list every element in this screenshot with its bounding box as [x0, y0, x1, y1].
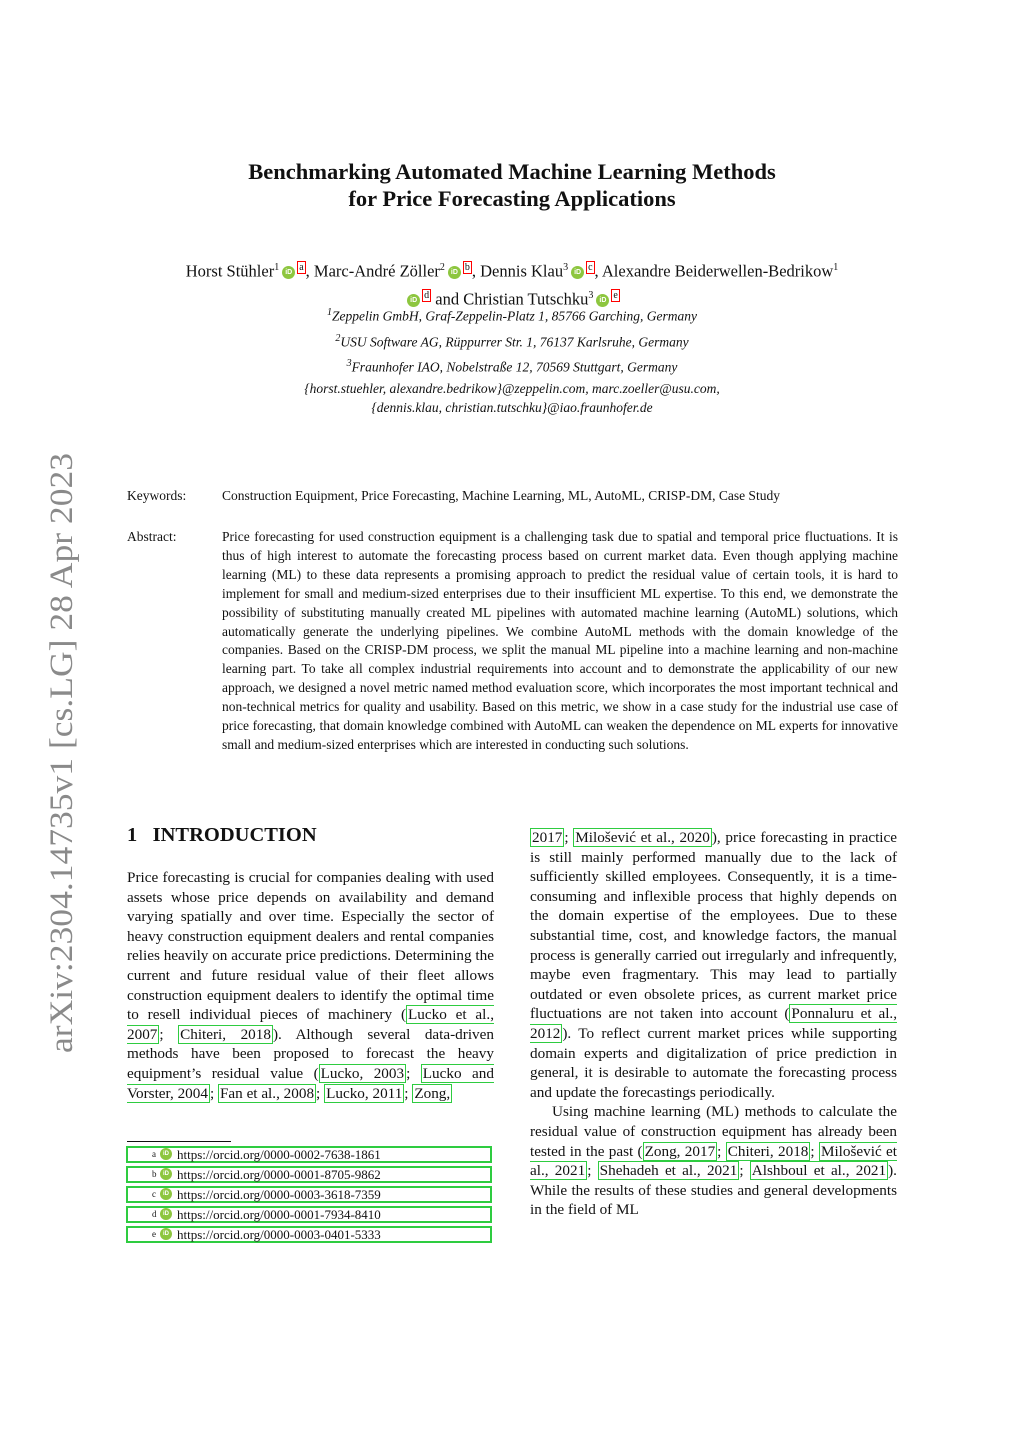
- footnote-orcid-link[interactable]: d iD https://orcid.org/0000-0001-7934-8410: [126, 1206, 492, 1223]
- footnote-orcid-link[interactable]: c iD https://orcid.org/0000-0003-3618-7359: [126, 1186, 492, 1203]
- left-column: [127, 868, 494, 1103]
- citation-link[interactable]: Alshboul et al., 2021: [751, 1162, 887, 1180]
- abstract-label: Abstract:: [127, 529, 177, 544]
- section-heading: 1 INTRODUCTION: [127, 824, 317, 846]
- footnote-rule: [127, 1141, 231, 1142]
- citation-link[interactable]: Zong, 2017: [644, 1142, 716, 1160]
- affiliation-mark: 1: [274, 262, 280, 273]
- orcid-icon: iD: [160, 1168, 172, 1180]
- orcid-icon[interactable]: iD: [407, 294, 420, 307]
- orcid-icon: iD: [160, 1208, 172, 1220]
- author-name: Horst Stühler: [185, 261, 275, 281]
- citation-link[interactable]: Lucko, 2003: [320, 1064, 405, 1082]
- orcid-icon[interactable]: iD: [282, 266, 295, 279]
- title-line-2: for Price Forecasting Applications: [348, 186, 676, 211]
- citation-link[interactable]: Milošević et al., 2020: [575, 829, 710, 846]
- paragraph: Price forecasting is crucial for companies dealing with used assets whose price depends on availability and demand varying spatially and over time. Especially the sector of heavy construction equipment dealers and rental companies relies heavily on accurate price predictions. Determining the current and future residual value of their fleet allows construction equipment dealers to identify the optimal time to resell individual pieces of machinery ( Lucko et al., 2007 ; Chiteri, 2018 ). Although several data-driven methods have been proposed to forecast the heavy equipment’s residual value ( Lucko, 2003 ; Lucko and Vorster, 2004 ; Fan et al., 2008 ; Lucko, 2011 ; Zong,: [127, 869, 494, 1102]
- orcid-icon[interactable]: iD: [571, 266, 584, 279]
- paragraph: Using machine learning (ML) methods to calculate the residual value of construction equipment has already been tested in the past ( Zong, 2017 ; Chiteri, 2018 ; Milošević et al., 2021 ; Shehadeh et al., 2021 ; Alshboul et al., 2021 ). While the results of these studies and general developments in the field of ML: [530, 1103, 897, 1219]
- footnote-orcid-link[interactable]: a iD https://orcid.org/0000-0002-7638-1861: [126, 1146, 492, 1163]
- orcid-icon: iD: [160, 1228, 172, 1240]
- orcid-icon: iD: [160, 1148, 172, 1160]
- affiliation-line: $^2$USU Software AG, Rüppurrer Str. 1, 76137 Karlsruhe, Germany: [335, 332, 689, 349]
- affiliation-line: $^1$Zeppelin GmbH, Graf-Zeppelin-Platz 1, 85766 Garching, Germany: [326, 307, 698, 324]
- author-name: , Dennis Klau: [471, 261, 564, 281]
- footnote-link[interactable]: b: [464, 262, 470, 273]
- footnote-link[interactable]: d: [424, 289, 430, 301]
- keywords-label: Keywords:: [127, 488, 187, 503]
- orcid-icon[interactable]: iD: [596, 294, 609, 307]
- affiliation-mark: 2: [439, 262, 445, 273]
- paragraph: 2017 ; Milošević et al., 2020 ), price forecasting in practice is still mainly performed manually due to the lack of sufficiently skilled employees. Consequently, it is a time-consuming and inflexible process that highly depends on the domain expertise of the employees. Due to these substantial time, cost, and knowledge factors, the manual process is generally carried out irregularly and infrequently, maybe even fragmentary. This may lead to partially outdated or even obsolete prices, as current market price fluctuations are not taken into account ( Ponnaluru et al., 2012 ). To reflect current market prices while supporting domain experts and digitalization of price prediction in general, it is desirable to automate the forecasting process and update the forecastings periodically.: [530, 829, 898, 1101]
- email-line: {horst.stuehler, alexandre.bedrikow}@zeppelin.com, marc.zoeller@usu.com,: [304, 380, 720, 396]
- footnote-link[interactable]: a: [299, 262, 304, 273]
- citation-link[interactable]: Ponnaluru et al., 2012: [530, 1005, 898, 1042]
- orcid-icon: iD: [160, 1188, 172, 1200]
- author-name: , Marc-André Zöller: [305, 261, 440, 281]
- orcid-icon[interactable]: iD: [448, 266, 461, 279]
- affiliation-line: $^3$Fraunhofer IAO, Nobelstraße 12, 70569 Stuttgart, Germany: [346, 358, 678, 375]
- citation-link[interactable]: Lucko and Vorster, 2004: [127, 1064, 494, 1102]
- footnote-link[interactable]: e: [613, 289, 618, 301]
- affiliation-mark: 3: [588, 289, 594, 301]
- arxiv-stamp-text: arXiv:2304.14735v1 [cs.LG] 28 Apr 2023: [44, 495, 80, 1053]
- footnote-orcid-link[interactable]: e iD https://orcid.org/0000-0003-0401-5333: [126, 1226, 492, 1243]
- keywords-text: Construction Equipment, Price Forecasting, Machine Learning, ML, AutoML, CRISP-DM, Case Study: [222, 488, 780, 503]
- citation-link[interactable]: Milošević et al., 2021: [530, 1142, 897, 1180]
- abstract-text: Price forecasting for used construction equipment is a challenging task due to spatial and temporal price fluctuations. It is thus of high interest to automate the forecasting process based on current market data. Even though applying machine learning (ML) to these data represents a promising approach to predict the residual value of certain tools, it is hard to implement for small and medium-sized enterprises due to their insufficient ML expertise. To this end, we demonstrate the possibility of substituting manually created ML pipelines with automated machine learning (AutoML) solutions, which automatically generate the underlying pipelines. We combine AutoML methods with the domain knowledge of the companies. Based on the CRISP-DM process, we split the manual ML pipeline into a machine learning and non-machine learning part. To take all complex industrial requirements into account and to demonstrate the applicability of our new approach, we designed a novel metric named method evaluation score, which incorporates the most important technical and non-technical metrics for quality and usability. Based on this metric, we show in a case study for the industrial use case of price forecasting, that domain knowledge combined with AutoML can weaken the dependence on ML experts for innovative small and medium-sized enterprises which are interested in conducting such solutions.: [222, 529, 898, 752]
- title-line-1: Benchmarking Automated Machine Learning Methods: [248, 159, 776, 184]
- citation-link[interactable]: Zong,: [414, 1084, 451, 1102]
- affiliation-mark: 3: [563, 262, 569, 273]
- citation-link[interactable]: Fan et al., 2008: [219, 1084, 315, 1102]
- citation-link[interactable]: Lucko et al., 2007: [127, 1006, 494, 1043]
- citation-link[interactable]: Chiteri, 2018: [727, 1142, 809, 1160]
- paper-title: [0, 158, 1024, 212]
- citation-link[interactable]: Shehadeh et al., 2021: [599, 1162, 738, 1180]
- footnote-link[interactable]: c: [588, 262, 593, 273]
- citation-link[interactable]: 2017: [532, 829, 563, 846]
- affiliation-mark: 1: [833, 262, 839, 273]
- author-name: and Christian Tutschku: [431, 289, 589, 308]
- right-column: [530, 828, 897, 1220]
- citation-link[interactable]: Lucko, 2011: [326, 1084, 403, 1102]
- citation-link[interactable]: Chiteri, 2018: [180, 1025, 271, 1043]
- email-line: {dennis.klau, christian.tutschku}@iao.fraunhofer.de: [371, 399, 653, 415]
- author-name: , Alexandre Beiderwellen-Bedrikow: [594, 261, 834, 281]
- arxiv-stamp: [26, 448, 86, 1058]
- affiliations: [0, 302, 1024, 417]
- footnote-orcid-link[interactable]: b iD https://orcid.org/0000-0001-8705-9862: [126, 1166, 492, 1183]
